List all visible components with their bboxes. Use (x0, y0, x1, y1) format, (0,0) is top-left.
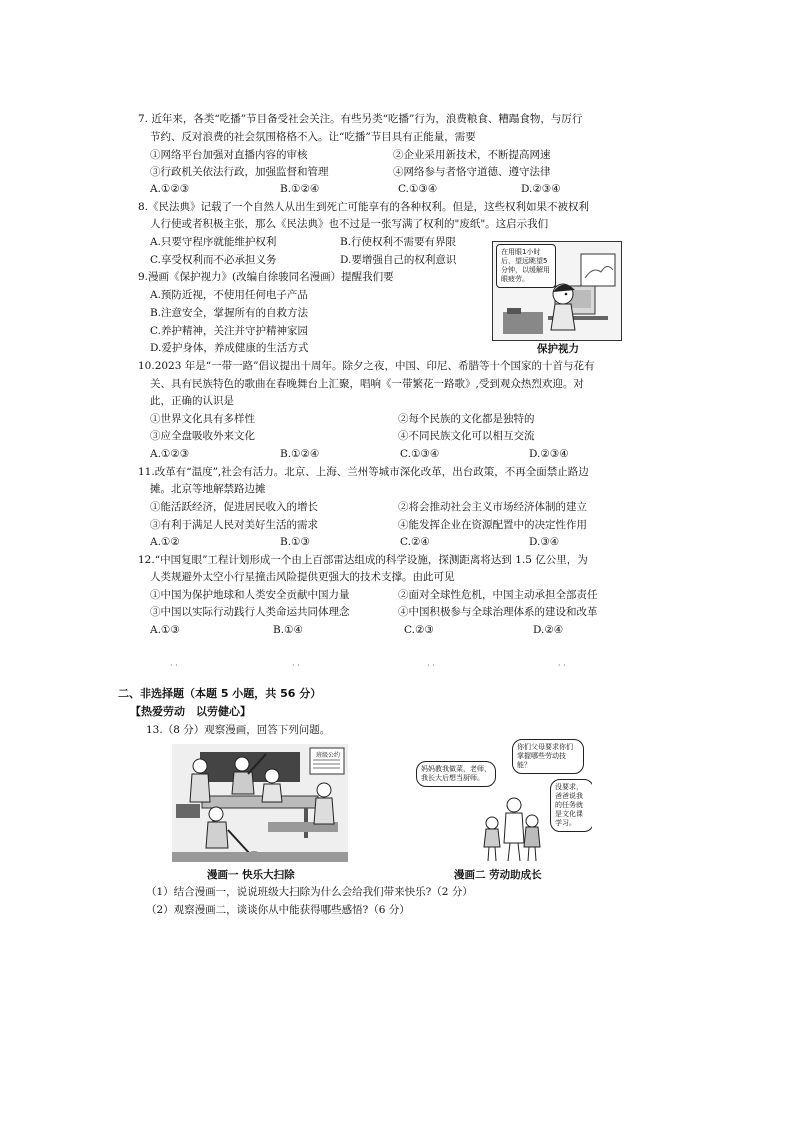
q11-statement-1: ①能活跃经济，促进居民收入的增长 (150, 501, 318, 513)
comic-protect-eyesight (492, 241, 622, 341)
q11-option-a: A.①② (150, 536, 180, 548)
q12-stem-line2: 人类规避外太空小行星撞击风险提供更强大的技术支撑。由此可见 (150, 571, 455, 583)
q10-stem-line3: 此，正确的认识是 (150, 395, 234, 407)
q11-statement-2: ②将会推动社会主义市场经济体制的建立 (398, 501, 587, 513)
scan-mark: · · (558, 661, 566, 670)
q10-statement-4: ④不同民族文化可以相互交流 (398, 430, 535, 442)
q7-option-a: A.①②③ (150, 183, 190, 195)
q10-statement-2: ②每个民族的文化都是独特的 (398, 413, 535, 425)
q12-option-c: C.②③ (404, 624, 434, 636)
q7-statement-4: ④网络参与者恪守道德、遵守法律 (393, 166, 551, 178)
comic2-bubble-dad: 没要求，爸爸说我的任务就是文化课学习。 (550, 779, 592, 832)
q12-option-d: D.②④ (533, 624, 564, 636)
section2-title: 二、非选择题（本题 5 小题，共 56 分） (118, 687, 322, 700)
q9-option-b: B.注意安全，掌握所有的自救方法 (150, 307, 309, 319)
q10-option-c: C.①③④ (400, 448, 440, 460)
q13-sub2: （2）观察漫画二，谈谈你从中能获得哪些感悟?（6 分） (146, 904, 410, 916)
q10-stem-line2: 关、具有民族特色的歌曲在春晚舞台上汇聚，唱响《一带繁花一路歌》,受到观众热烈欢迎。对 (150, 378, 584, 390)
q12-statement-1: ①中国为保护地球和人类安全贡献中国力量 (150, 589, 350, 601)
q7-option-c: C.①③④ (398, 183, 438, 195)
q7-statement-1: ①网络平台加强对直播内容的审核 (150, 149, 308, 161)
comic2-bubble-mom: 妈妈教我做菜，老师，我长大后想当厨师。 (416, 761, 496, 787)
q8-stem-line2: 人行使或者积极主张，那么《民法典》也不过是一张写满了权利的"废纸"。这启示我们 (150, 218, 549, 230)
q12-statement-2: ②面对全球性危机，中国主动承担全部责任 (398, 589, 598, 601)
comic2-caption: 漫画二 劳动助成长 (454, 869, 542, 881)
q8-option-a: A.只要守程序就能维护权利 (150, 236, 277, 248)
q9-option-a: A.预防近视，不使用任何电子产品 (150, 289, 308, 301)
q10-statement-1: ①世界文化具有多样性 (150, 413, 255, 425)
q12-stem-line1: 12.“中国复眼”工程计划形成一个由上百部雷达组成的科学设施，探测距离将达到 1.5 亿公里，为 (138, 554, 588, 566)
q10-option-d: D.②③④ (529, 448, 569, 460)
q8-option-c: C.享受权利而不必承担义务 (150, 254, 277, 266)
comic-labour-growth (416, 739, 592, 863)
q9-option-c: C.养护精神，关注并守护精神家园 (150, 325, 308, 337)
q7-stem-line1: 7. 近年来，各类“吃播”节目备受社会关注。有些另类“吃播”行为，浪费粮食、糟蹋食物，与厉行 (138, 113, 583, 125)
scan-mark: · · (427, 661, 435, 670)
q7-stem-line2: 节约、反对浪费的社会氛围格格不入。让“吃播”节目具有正能量，需要 (150, 131, 476, 143)
q10-statement-3: ③应全盘吸收外来文化 (150, 430, 255, 442)
q13-sub1: （1）结合漫画一，说说班级大扫除为什么会给我们带来快乐?（2 分） (146, 886, 473, 898)
q11-option-d: D.③④ (529, 536, 560, 548)
q10-option-b: B.①②④ (280, 448, 320, 460)
section2-theme: 【热爱劳动 以劳健心】 (130, 705, 251, 718)
q11-option-b: B.①③ (280, 536, 310, 548)
comic-eyesight-speech: 在用眼1小时后，望远眺望5分钟，以缓解用眼疲劳。 (496, 244, 556, 288)
comic2-bubble-teacher: 你们父母要求你们掌握哪些劳动技能？ (512, 739, 584, 774)
comic-cleaning-drawing (172, 744, 348, 862)
q11-stem-line1: 11.改革有“温度”,社会有活力。北京、上海、兰州等城市深化改革，出台政策，不再全面禁止路边 (138, 466, 589, 478)
q7-option-d: D.②③④ (521, 183, 561, 195)
q10-stem-line1: 10.2023 年是“一带一路”倡议提出十周年。除夕之夜，中国、印尼、希腊等十个国家的十首与花有 (138, 360, 595, 372)
q11-option-c: C.②④ (400, 536, 430, 548)
comic-eyesight-caption: 保护视力 (537, 343, 579, 355)
q7-statement-2: ②企业采用新技术，不断提高网速 (393, 149, 551, 161)
q12-option-b: B.①④ (273, 624, 303, 636)
comic-cleaning (172, 744, 348, 862)
q11-statement-4: ④能发挥企业在资源配置中的决定性作用 (398, 519, 587, 531)
q11-stem-line2: 摊。北京等地解禁路边摊 (150, 483, 266, 495)
q8-option-b: B.行使权利不需要有界限 (340, 236, 457, 248)
q13-stem: 13.（8 分）观察漫画，回答下列问题。 (146, 724, 331, 736)
comic1-caption: 漫画一 快乐大扫除 (207, 869, 295, 881)
q8-stem-line1: 8.《民法典》记载了一个自然人从出生到死亡可能享有的各种权利。但是，这些权利如果不被权利 (138, 201, 590, 213)
q7-statement-3: ③行政机关依法行政，加强监督和管理 (150, 166, 329, 178)
q7-option-b: B.①②④ (280, 183, 320, 195)
q10-option-a: A.①②③ (150, 448, 190, 460)
comic-cleaning-board-label: 班级公约 (316, 752, 341, 759)
q11-statement-3: ③有利于满足人民对美好生活的需求 (150, 519, 318, 531)
q9-option-d: D.爱护身体，养成健康的生活方式 (150, 342, 309, 354)
scan-mark: · · (170, 661, 178, 670)
q12-statement-3: ③中国以实际行动践行人类命运共同体理念 (150, 606, 350, 618)
q12-option-a: A.①③ (150, 624, 180, 636)
q8-option-d: D.要增强自己的权利意识 (340, 254, 457, 266)
scan-mark: · · (292, 661, 300, 670)
q9-stem: 9.漫画《保护视力》(改编自徐骏同名漫画）提醒我们要 (138, 271, 394, 283)
q12-statement-4: ④中国积极参与全球治理体系的建设和改革 (398, 606, 598, 618)
